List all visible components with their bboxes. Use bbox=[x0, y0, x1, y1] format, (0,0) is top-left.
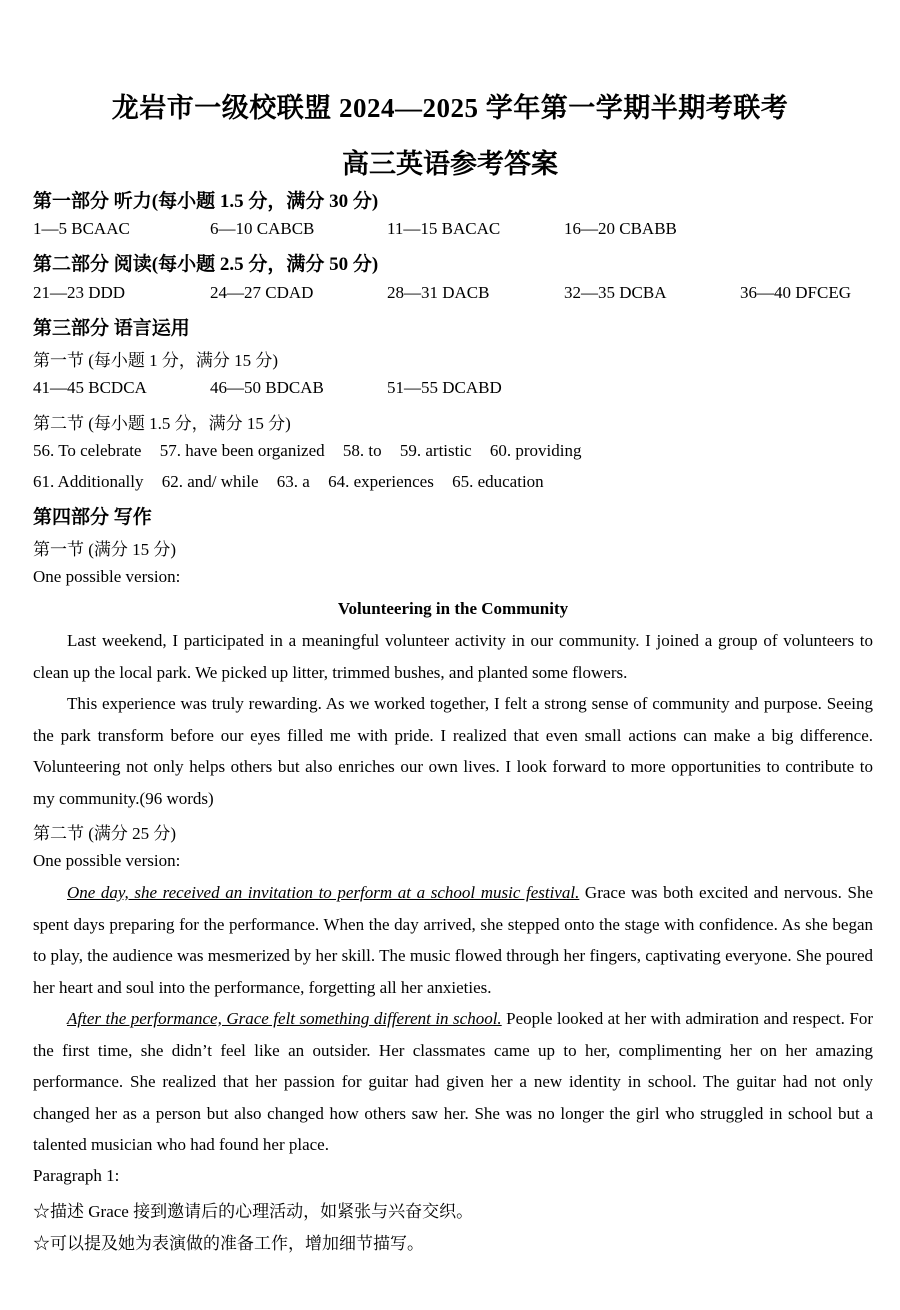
answer-group: 6—10 CABCB bbox=[210, 219, 315, 238]
answer-item: 59. artistic bbox=[399, 441, 472, 460]
answer-item: 60. providing bbox=[489, 441, 582, 460]
answer-group: 51—55 DCABD bbox=[387, 378, 502, 397]
page-title: 龙岩市一级校联盟 2024—2025 学年第一学期半期考联考 bbox=[111, 93, 789, 123]
answer-row bbox=[33, 441, 596, 461]
answer-group: 41—45 BCDCA bbox=[33, 378, 147, 397]
answer-item: 58. to bbox=[342, 441, 382, 460]
essay-paragraph-1: Last weekend, I participated in a meaningful volunteer activity in our community. I joined a group of volunteers to clean up the local park. We picked up litter, trimmed bushes, and planted some flowers. bbox=[33, 631, 873, 682]
part4-section1-label: 第一节 (满分 15 分) bbox=[33, 540, 177, 559]
paragraph-body: People looked at her with admiration and respect. For the first time, she didn’t feel like an outsider. Her classmates came up to her, complimenting her on her amazing performance. She realized that her passion for guitar had given her a new identity in school. The guitar had not only changed her as a person but also changed how others saw her. She was no longer the girl who struggled in school but a talented musician who had found her place. bbox=[33, 1009, 873, 1154]
part3-section1-label: 第一节 (每小题 1 分，满分 15 分) bbox=[33, 351, 279, 370]
answer-group: 11—15 BACAC bbox=[387, 219, 501, 238]
note-item: ☆可以提及她为表演做的准备工作，增加细节描写。 bbox=[33, 1234, 424, 1253]
part4-section2-label: 第二节 (满分 25 分) bbox=[33, 824, 177, 843]
answer-item: 56. To celebrate bbox=[33, 441, 142, 460]
answer-group: 36—40 DFCEG bbox=[740, 283, 851, 302]
story-paragraph-2 bbox=[33, 1003, 873, 1161]
paragraph-body: Grace was both excited and nervous. She spent days preparing for the performance. When the day arrived, she stepped onto the stage with confidence. As she began to play, the audience was mesmerized by her skill. The music flowed through her fingers, captivating everyone. She poured her heart and soul into the performance, forgetting all her anxieties. bbox=[33, 883, 874, 997]
answer-group: 28—31 DACB bbox=[387, 283, 490, 302]
answer-item: 63. a bbox=[276, 472, 310, 491]
answer-group: 46—50 BDCAB bbox=[210, 378, 324, 397]
paragraph-lead-sentence: One day, she received an invitation to perform at a school music festival. bbox=[67, 883, 580, 902]
part1-heading: 第一部分 听力(每小题 1.5 分，满分 30 分) bbox=[33, 191, 379, 212]
part2-heading: 第二部分 阅读(每小题 2.5 分，满分 50 分) bbox=[33, 254, 379, 275]
part3-section2-label: 第二节 (每小题 1.5 分，满分 15 分) bbox=[33, 414, 291, 433]
paragraph-lead-sentence: After the performance, Grace felt something different in school. bbox=[67, 1009, 502, 1028]
notes-label: Paragraph 1: bbox=[33, 1166, 120, 1185]
part3-heading: 第三部分 语言运用 bbox=[33, 318, 190, 339]
page-subtitle: 高三英语参考答案 bbox=[342, 149, 558, 179]
answer-group: 21—23 DDD bbox=[33, 283, 126, 302]
story-paragraph-1 bbox=[33, 877, 873, 1003]
essay-paragraph-2: This experience was truly rewarding. As we worked together, I felt a strong sense of community and purpose. Seeing the park transform before our eyes filled me with pride. I realized that even small actions can make a big difference. Volunteering not only helps others but also enriches our own lives. I look forward to more opportunities to contribute to my community.(96 words) bbox=[33, 694, 873, 808]
part4-heading: 第四部分 写作 bbox=[33, 507, 152, 528]
answer-group: 16—20 CBABB bbox=[564, 219, 677, 238]
answer-row bbox=[33, 472, 558, 492]
answer-item: 65. education bbox=[452, 472, 544, 491]
answer-item: 61. Additionally bbox=[33, 472, 144, 491]
answer-group: 32—35 DCBA bbox=[564, 283, 667, 302]
answer-group: 1—5 BCAAC bbox=[33, 219, 130, 238]
version-label: One possible version: bbox=[33, 567, 181, 586]
note-item: ☆描述 Grace 接到邀请后的心理活动，如紧张与兴奋交织。 bbox=[33, 1202, 474, 1221]
answer-item: 62. and/ while bbox=[161, 472, 259, 491]
essay-title: Volunteering in the Community bbox=[337, 599, 569, 618]
version-label: One possible version: bbox=[33, 851, 181, 870]
answer-item: 64. experiences bbox=[328, 472, 434, 491]
answer-item: 57. have been organized bbox=[159, 441, 325, 460]
answer-group: 24—27 CDAD bbox=[210, 283, 314, 302]
